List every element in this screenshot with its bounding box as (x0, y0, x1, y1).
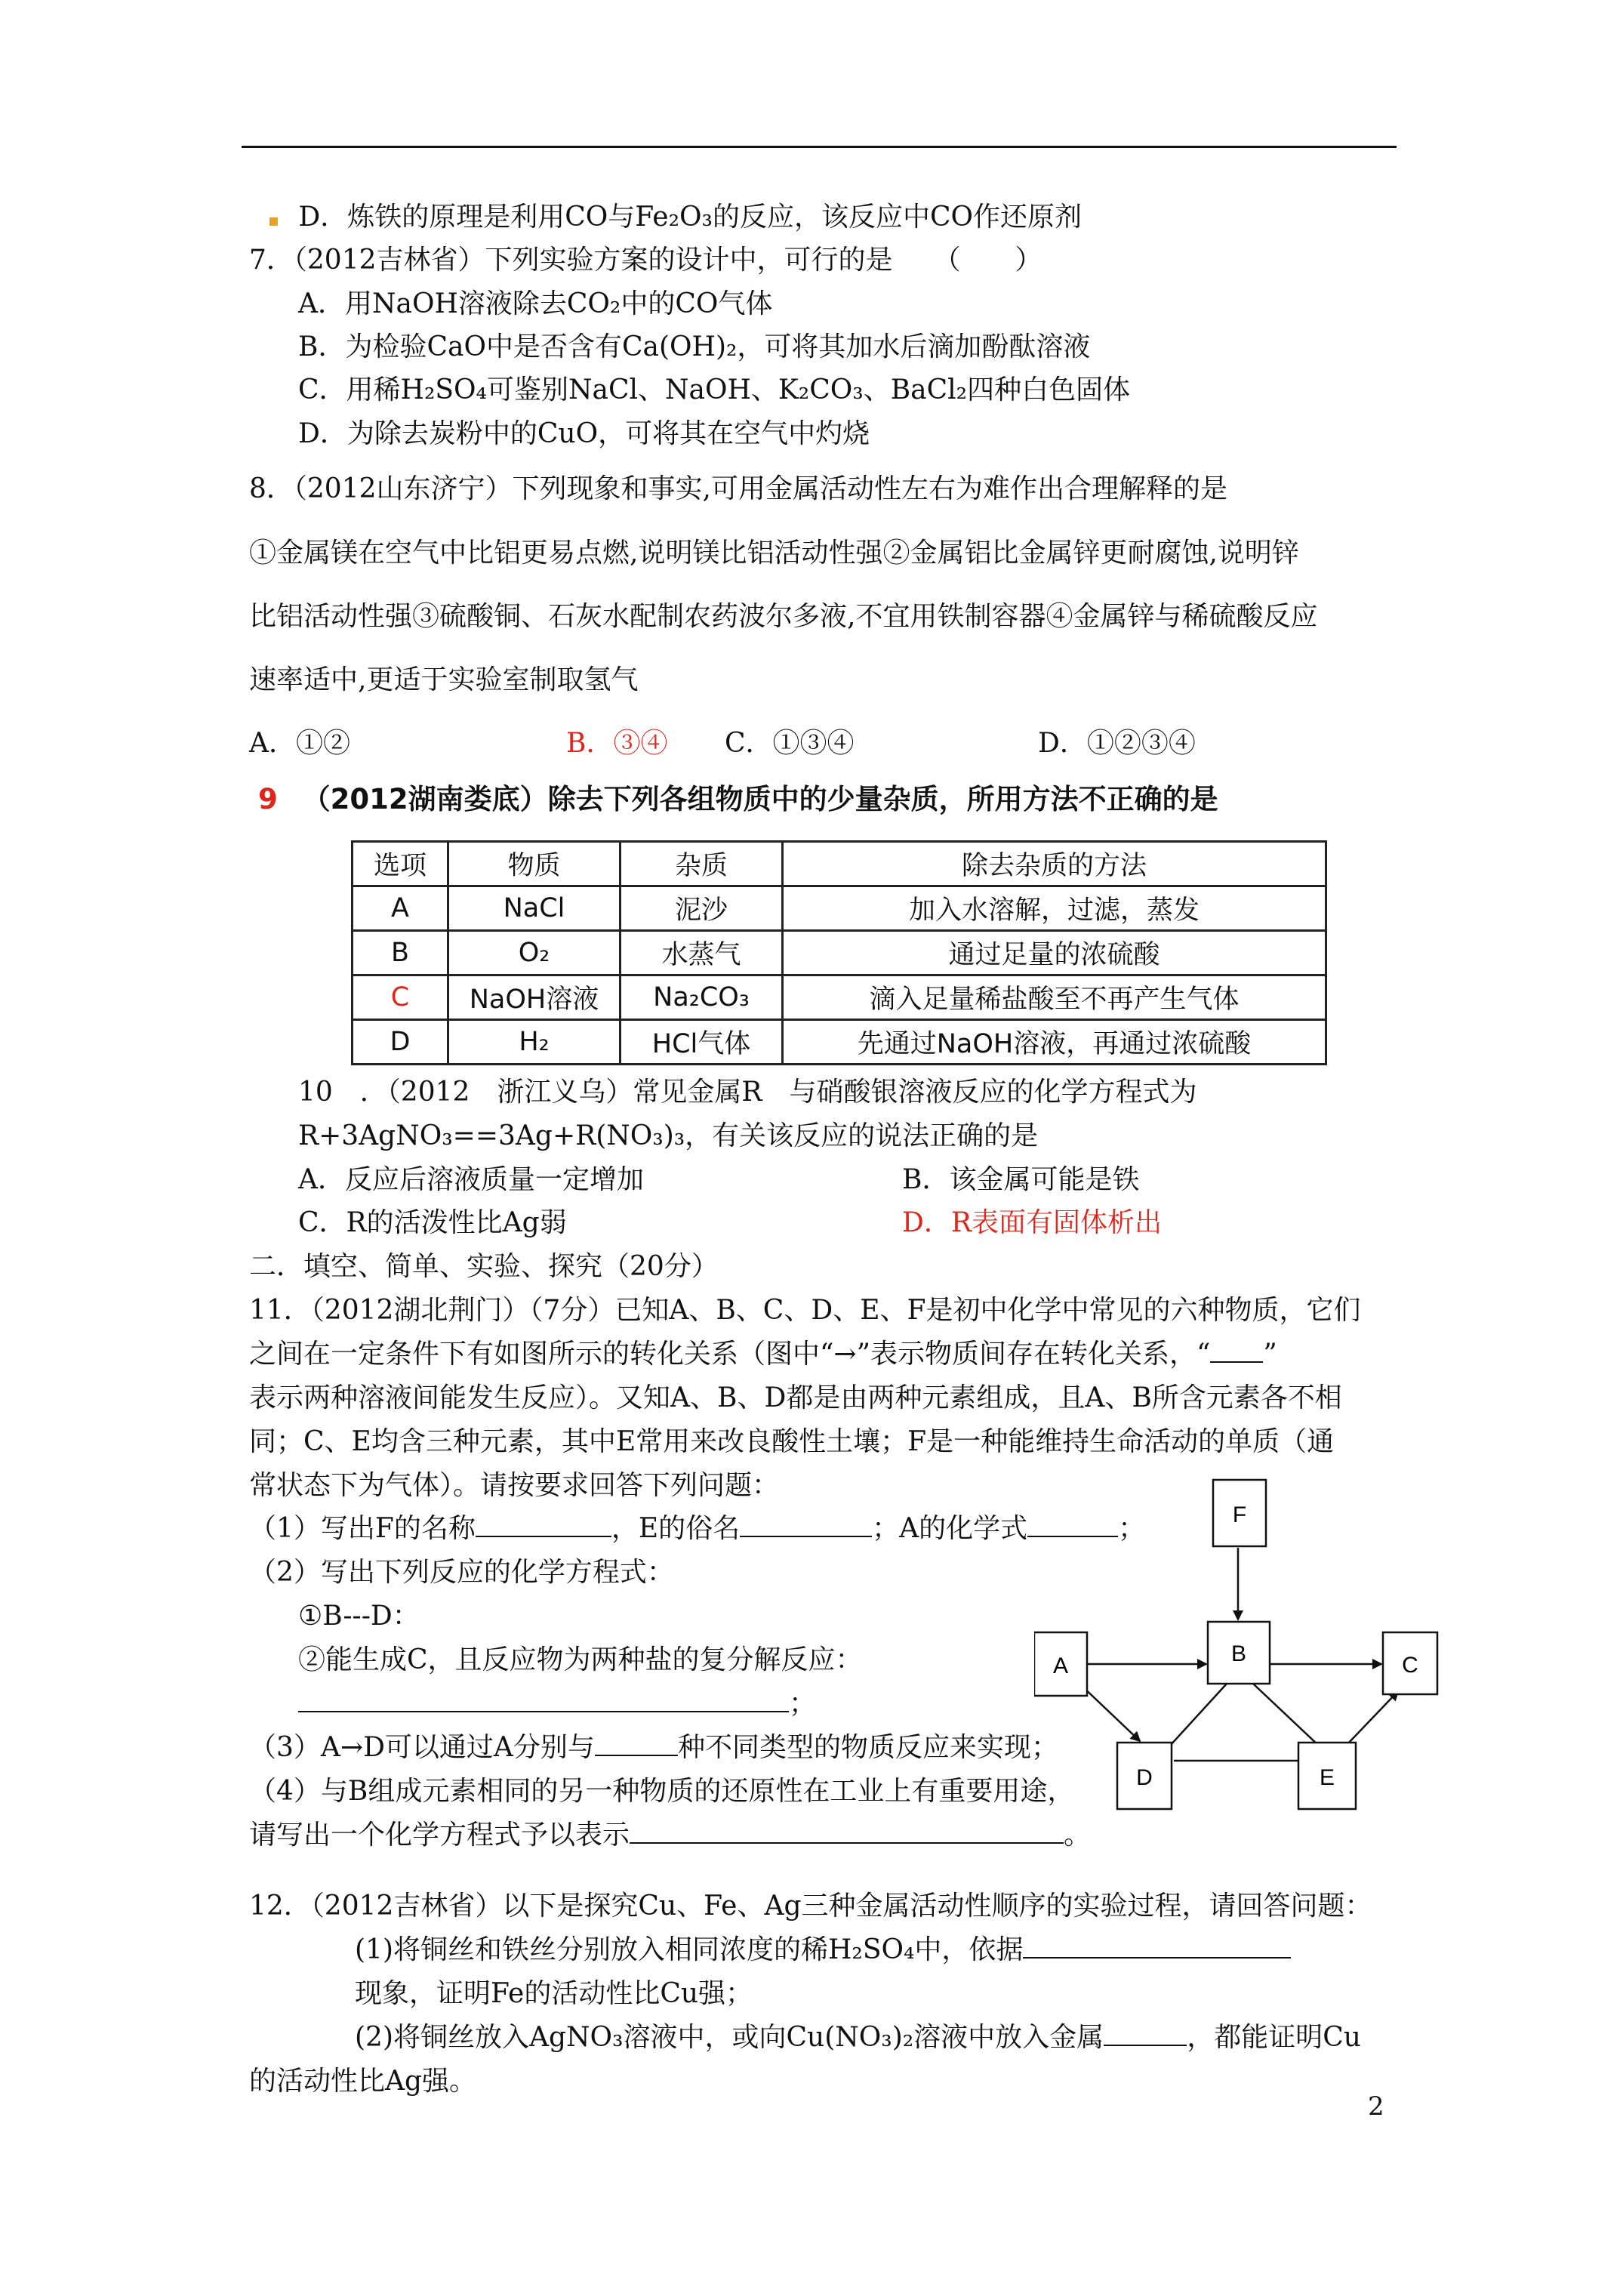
edge-d-b (1170, 1684, 1227, 1746)
q11-part-2: （2）写出下列反应的化学方程式： (249, 1557, 674, 1588)
table-cell: A (353, 886, 448, 931)
q8-line-2: 比铝活动性强③硫酸铜、石灰水配制农药波尔多液,不宜用铁制容器④金属锌与稀硫酸反应 (249, 601, 1318, 632)
table-cell-answer: C (353, 975, 448, 1020)
q7-option-c: C．用稀H₂SO₄可鉴别NaCl、NaOH、K₂CO₃、BaCl₂四种白色固体 (298, 374, 1131, 405)
q12-p2-text-b: ，都能证明Cu (1187, 2022, 1361, 2053)
table-header-cell: 物质 (448, 842, 621, 886)
blank-line (630, 1820, 1064, 1844)
q10-line-1: 10 ．（2012 浙江义乌）常见金属R 与硝酸银溶液反应的化学方程式为 (298, 1077, 1197, 1108)
q9-table (351, 840, 1327, 1065)
table-cell: 滴入足量稀盐酸至不再产生气体 (783, 975, 1326, 1020)
q11-p1-label-a: ；A的化学式 (872, 1513, 1028, 1544)
q8-line-3: 速率适中,更适于实验室制取氢气 (249, 664, 639, 695)
table-cell: 加入水溶解，过滤，蒸发 (783, 886, 1326, 931)
q12-p1-text: (1)将铜丝和铁丝分别放入相同浓度的稀H₂SO₄中，依据 (355, 1934, 1024, 1965)
q7-stem: 7．（2012吉林省）下列实验方案的设计中，可行的是 （ ） (249, 245, 1042, 276)
q11-part-2-2: ②能生成C，且反应物为两种盐的复分解反应： (298, 1644, 863, 1675)
q11-p1-label-f: （1）写出F的名称 (249, 1513, 476, 1544)
node-f-label: F (1232, 1502, 1247, 1527)
q11-line-2 (249, 1337, 1277, 1372)
q11-part-2-2-answer (298, 1687, 816, 1721)
q11-part-2-1: ①B---D： (298, 1601, 420, 1632)
q11-line-4: 同；C、E均含三种元素，其中E常用来改良酸性土壤；F是一种能维持生命活动的单质（通 (249, 1426, 1335, 1457)
q10-option-b: B．该金属可能是铁 (902, 1164, 1140, 1195)
blank-line (1104, 2022, 1187, 2046)
table-header-cell: 杂质 (621, 842, 783, 886)
q11-part-3 (249, 1730, 1058, 1765)
q7-option-d: D．为除去炭粉中的CuO，可将其在空气中灼烧 (298, 418, 870, 449)
q11-part-4-answer (249, 1818, 1091, 1853)
q12-part-1 (355, 1933, 1291, 1968)
blank-line (476, 1513, 611, 1537)
table-cell: B (353, 931, 448, 975)
node-d-label: D (1136, 1765, 1153, 1790)
q9-number: 9 (258, 783, 278, 815)
bullet-marker: ▪ (268, 211, 279, 230)
blank-line (595, 1732, 678, 1756)
blank-line (740, 1513, 872, 1537)
node-a (1034, 1632, 1087, 1696)
q10-option-d: D．R表面有固体析出 (902, 1207, 1162, 1238)
q7-option-b: B．为检验CaO中是否含有Ca(OH)₂，可将其加水后滴加酚酞溶液 (298, 331, 1091, 362)
node-d (1117, 1743, 1172, 1809)
table-header-cell: 选项 (353, 842, 448, 886)
table-cell: H₂ (448, 1020, 621, 1065)
q11-p4-end: 。 (1064, 1820, 1092, 1851)
q11-p2-2-end: ； (789, 1688, 817, 1719)
q7-option-a: A．用NaOH溶液除去CO₂中的CO气体 (298, 288, 773, 319)
q9-stem-text: （2012湖南娄底）除去下列各组物质中的少量杂质，所用方法不正确的是 (302, 783, 1218, 815)
page-number: 2 (1368, 2091, 1384, 2122)
node-c (1383, 1632, 1437, 1694)
q11-line-2-text: 之间在一定条件下有如图所示的转化关系（图中“→”表示物质间存在转化关系，“ (249, 1339, 1211, 1370)
table-cell: 水蒸气 (621, 931, 783, 975)
node-e (1298, 1743, 1356, 1809)
edge-e-to-c (1347, 1691, 1398, 1744)
q12-stem: 12．（2012吉林省）以下是探究Cu、Fe、Ag三种金属活动性顺序的实验过程，请回答问题： (249, 1891, 1372, 1922)
q12-p2-text: (2)将铜丝放入AgNO₃溶液中，或向Cu(NO₃)₂溶液中放入金属 (355, 2022, 1104, 2053)
q10-option-a: A．反应后溶液质量一定增加 (298, 1164, 644, 1195)
blank-line (1210, 1339, 1263, 1363)
q8-option-a: A．①② (249, 728, 350, 759)
blank-line (1023, 1934, 1291, 1959)
q11-quote-close: ” (1263, 1339, 1277, 1370)
table-header-cell: 除去杂质的方法 (783, 842, 1326, 886)
q11-part-4: （4）与B组成元素相同的另一种物质的还原性在工业上有重要用途， (249, 1776, 1075, 1807)
q11-p1-end: ； (1118, 1513, 1146, 1544)
table-row (353, 931, 1326, 975)
edge-a-to-d (1079, 1684, 1140, 1741)
q11-part-1 (249, 1512, 1145, 1546)
table-cell: 通过足量的浓硫酸 (783, 931, 1326, 975)
q12-part-2 (355, 2020, 1361, 2055)
node-f (1213, 1480, 1266, 1546)
node-b (1208, 1622, 1270, 1684)
node-c-label: C (1402, 1653, 1418, 1678)
table-row (353, 886, 1326, 931)
q11-p4-label: 请写出一个化学方程式予以表示 (249, 1820, 630, 1851)
q11-p1-label-e: ，E的俗名 (611, 1513, 741, 1544)
q10-line-2: R+3AgNO₃==3Ag+R(NO₃)₃，有关该反应的说法正确的是 (298, 1120, 1039, 1151)
table-row (353, 975, 1326, 1020)
q12-part-2-c: 的活动性比Ag强。 (249, 2066, 477, 2097)
table-cell: NaOH溶液 (448, 975, 621, 1020)
edge-b-e (1253, 1684, 1320, 1746)
node-a-label: A (1052, 1653, 1069, 1678)
section-2-heading: 二．填空、简单、实验、探究（20分） (249, 1251, 719, 1282)
q8-line-1: ①金属镁在空气中比铝更易点燃,说明镁比铝活动性强②金属铝比金属锌更耐腐蚀,说明锌 (249, 538, 1299, 569)
table-header-row (353, 842, 1326, 886)
q8-option-c: C．①③④ (725, 728, 855, 759)
q11-line-1: 11．（2012湖北荆门）（7分）已知A、B、C、D、E、F是初中化学中常见的六种物质，它们 (249, 1295, 1361, 1326)
table-cell: HCl气体 (621, 1020, 783, 1065)
table-cell: O₂ (448, 931, 621, 975)
conversion-diagram (1034, 1472, 1457, 1827)
q9-stem (258, 782, 1218, 817)
q12-part-1-b: 现象，证明Fe的活动性比Cu强； (355, 1978, 753, 2009)
q8-option-d: D．①②③④ (1038, 728, 1196, 759)
q11-line-5: 常状态下为气体）。请按要求回答下列问题： (249, 1470, 780, 1501)
q11-line-3: 表示两种溶液间能发生反应）。又知A、B、D都是由两种元素组成，且A、B所含元素各不相 (249, 1382, 1342, 1413)
header-rule (242, 146, 1397, 148)
q8-stem: 8．（2012山东济宁）下列现象和事实,可用金属活动性左右为难作出合理解释的是 (249, 473, 1227, 504)
table-cell: Na₂CO₃ (621, 975, 783, 1020)
q11-p3-label-b: 种不同类型的物质反应来实现； (677, 1732, 1058, 1763)
table-cell: NaCl (448, 886, 621, 931)
q6-option-d (268, 200, 1082, 239)
table-cell: 泥沙 (621, 886, 783, 931)
node-e-label: E (1319, 1765, 1335, 1790)
q11-p3-label: （3）A→D可以通过A分别与 (249, 1732, 595, 1763)
table-cell: 先通过NaOH溶液，再通过浓硫酸 (783, 1020, 1326, 1065)
table-cell: D (353, 1020, 448, 1065)
q10-option-c: C．R的活泼性比Ag弱 (298, 1207, 567, 1238)
table-row (353, 1020, 1326, 1065)
node-b-label: B (1230, 1641, 1247, 1666)
blank-line (298, 1688, 789, 1712)
q6-option-d-text: D．炼铁的原理是利用CO与Fe₂O₃的反应，该反应中CO作还原剂 (298, 202, 1083, 233)
q8-option-b: B．③④ (566, 728, 668, 759)
